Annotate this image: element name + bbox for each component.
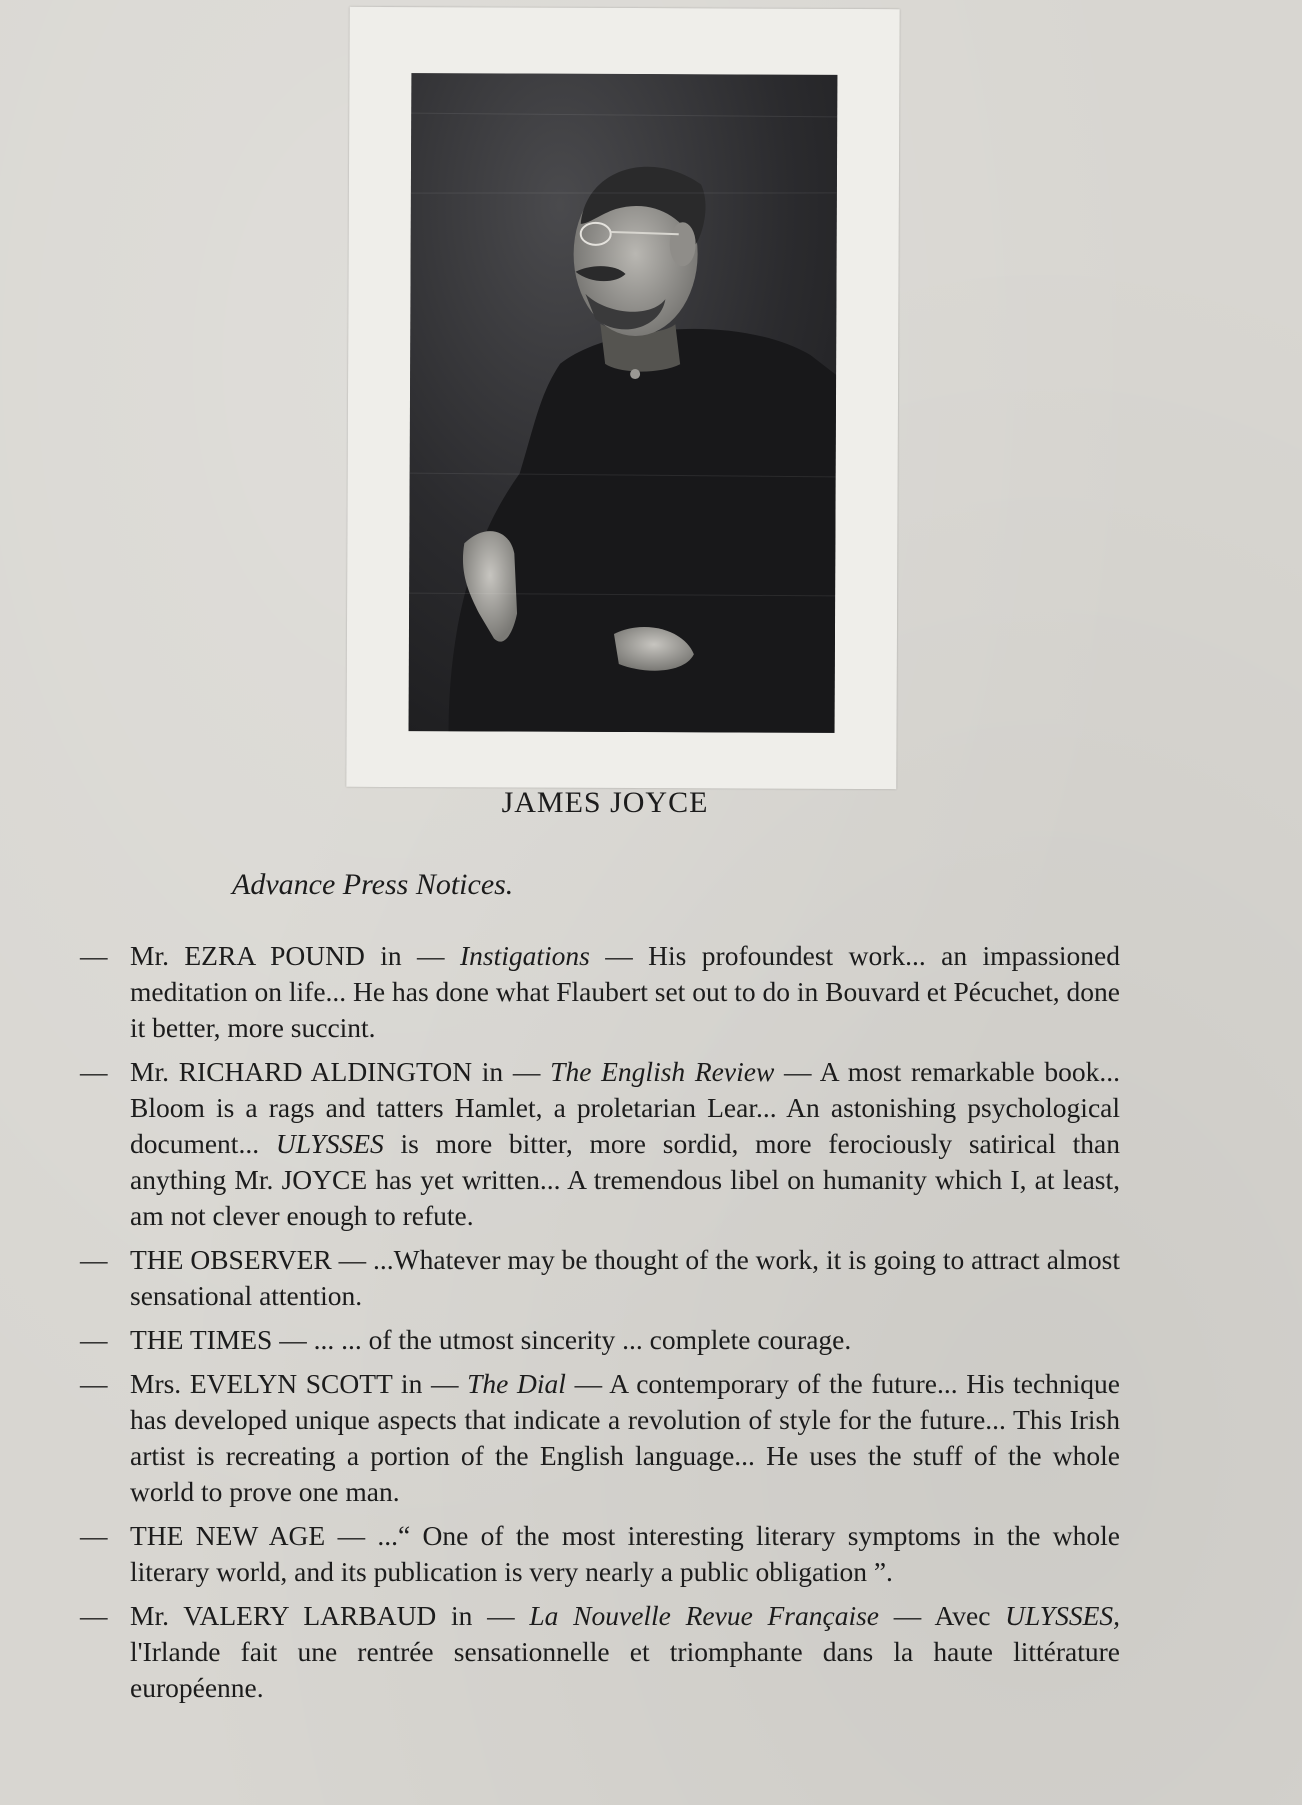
notice-dash: —: [80, 1244, 108, 1275]
notice-critic: Mrs. EVELYN SCOTT in —: [130, 1368, 459, 1399]
notice-dash: —: [80, 1324, 108, 1355]
notice-text: is more bitter, more sordid, more ferociously satirical than anything Mr. JOYCE has yet written... A tremendous libel on humanity which I, at least, am not clever enough to refute.: [130, 1128, 1120, 1231]
notice-text: l'Irlande fait une rentrée sensationnelle et triomphante dans la haute littérature européenne.: [130, 1636, 1120, 1703]
notice-source: La Nouvelle Revue Française: [529, 1600, 880, 1631]
notice-ezra-pound: [70, 938, 1120, 1046]
notice-dash: —: [80, 940, 108, 971]
press-notices-heading: Advance Press Notices.: [232, 868, 514, 901]
notice-critic: Mr. VALERY LARBAUD in —: [130, 1600, 515, 1631]
press-notices-list: [70, 938, 1120, 1714]
notice-the-observer: [70, 1242, 1120, 1314]
notice-text: — ...“ One of the most interesting literary symptoms in the whole literary world, and its publication is very nearly a public obligation ”.: [130, 1520, 1121, 1587]
portrait-caption: JAMES JOYCE: [501, 786, 709, 819]
notice-dash: —: [80, 1520, 108, 1551]
notice-text: — A most remarkable book... Bloom is a rags and tatters Hamlet, a proletarian Lear... An astonishing psychological document...: [130, 1056, 1121, 1159]
portrait-photo: [409, 73, 838, 733]
portrait-image: [409, 73, 838, 733]
portrait-card: [346, 7, 899, 789]
notice-the-new-age: [70, 1518, 1120, 1590]
notice-critic: Mr. EZRA POUND in —: [130, 940, 445, 971]
notice-critic: THE TIMES: [130, 1324, 273, 1355]
notice-dash: —: [80, 1368, 108, 1399]
notice-dash: —: [80, 1600, 108, 1631]
notice-valery-larbaud: [70, 1598, 1120, 1706]
notice-text: — ... ... of the utmost sincerity ... complete courage.: [279, 1324, 852, 1355]
notice-evelyn-scott: [70, 1366, 1120, 1510]
notice-source: The English Review: [550, 1056, 775, 1087]
notice-richard-aldington: [70, 1054, 1120, 1234]
notice-text: — Avec: [893, 1600, 1006, 1631]
notice-the-times: [70, 1322, 1120, 1358]
notice-critic: THE NEW AGE: [130, 1520, 326, 1551]
notice-source: The Dial: [467, 1368, 566, 1399]
notice-critic: THE OBSERVER: [130, 1244, 332, 1275]
notice-dash: —: [80, 1056, 108, 1087]
notice-title-ref: ULYSSES,: [1005, 1600, 1120, 1631]
notice-text: — ...Whatever may be thought of the work, it is going to attract almost sensational attention.: [130, 1244, 1121, 1311]
notice-text: — A contemporary of the future... His technique has developed unique aspects that indicate a revolution of style for the future... This Irish artist is recreating a portion of the English language... He uses the stuff of the whole world to prove one man.: [130, 1368, 1121, 1507]
notice-text: — His profoundest work... an impassioned meditation on life... He has done what Flaubert set out to do in Bouvard et Pécuchet, done it better, more succint.: [130, 940, 1121, 1043]
notice-title-ref: ULYSSES: [275, 1128, 384, 1159]
notice-critic: Mr. RICHARD ALDINGTON in —: [130, 1056, 541, 1087]
notice-source: Instigations: [459, 940, 590, 971]
